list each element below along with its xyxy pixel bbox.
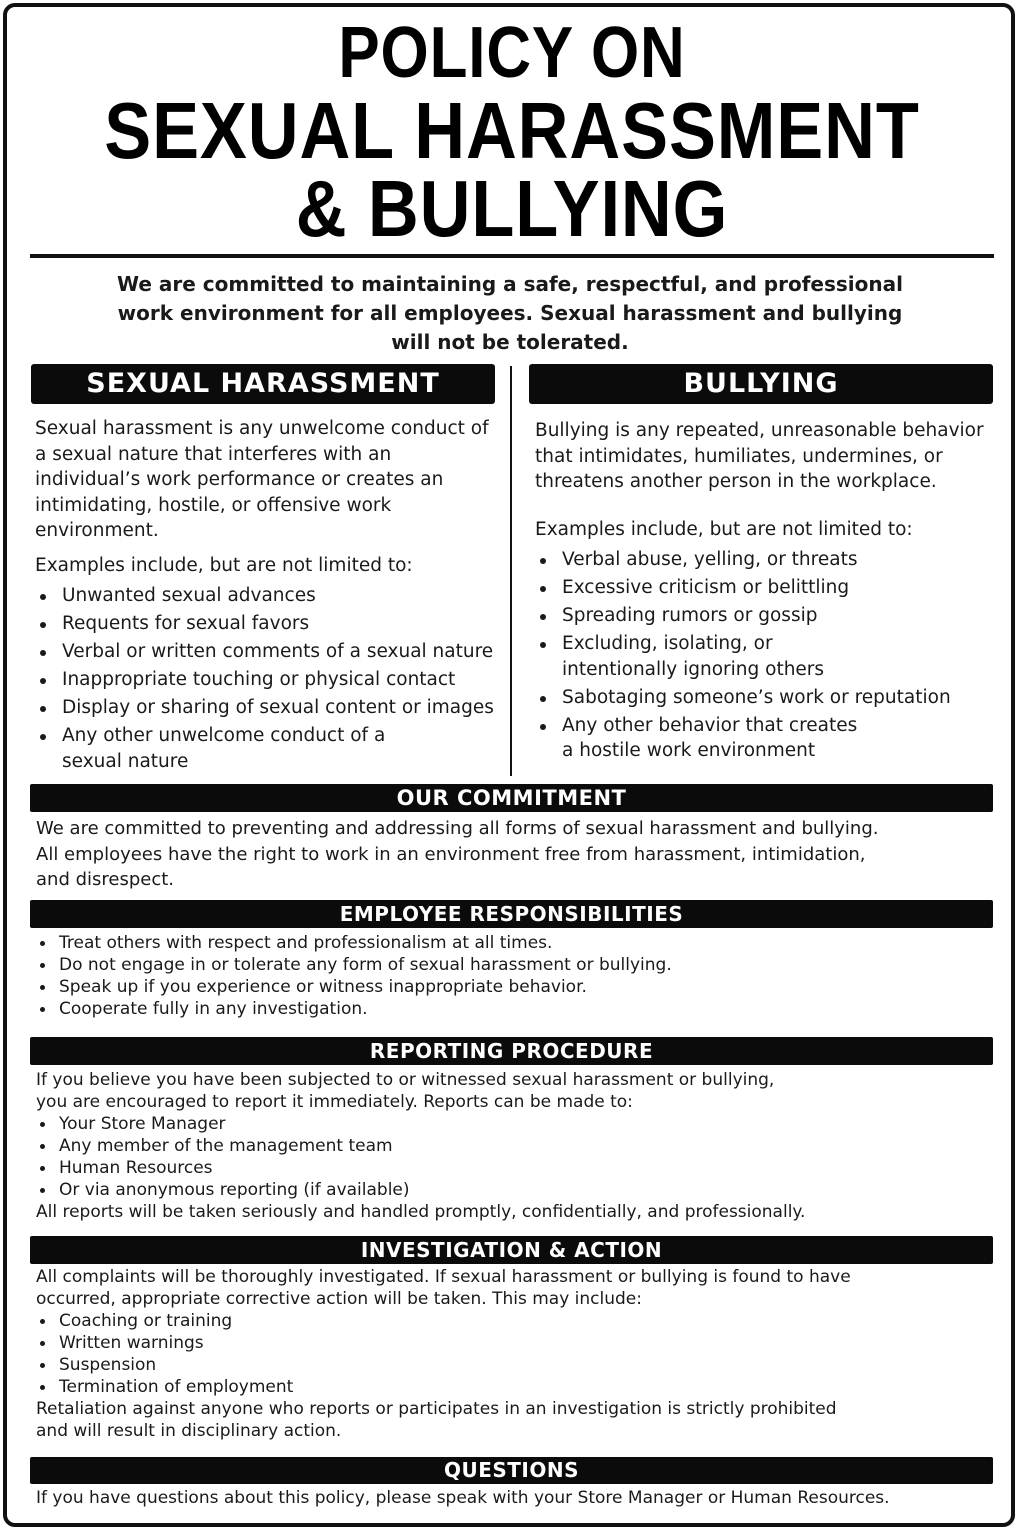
list-item: Coaching or training	[36, 1310, 936, 1332]
title-line-3: & BULLYING	[295, 164, 729, 253]
list-item: Any member of the management team	[36, 1135, 936, 1157]
bullying-heading: BULLYING	[529, 364, 993, 404]
list-item: Human Resources	[36, 1157, 936, 1179]
reporting-closing: All reports will be taken seriously and handled promptly, confidentially, and professionally.	[36, 1202, 806, 1222]
investigation-list	[36, 1310, 936, 1398]
bullying-examples-intro: Examples include, but are not limited to:	[535, 518, 913, 540]
responsibilities-list	[36, 932, 936, 1020]
list-item: Cooperate fully in any investigation.	[36, 998, 936, 1020]
investigation-section	[36, 1266, 936, 1442]
reporting-list	[36, 1113, 936, 1201]
investigation-closing-1: Retaliation against anyone who reports or participates in an investigation is strictly prohibited	[36, 1399, 837, 1419]
questions-text: If you have questions about this policy, please speak with your Store Manager or Human Resources.	[36, 1488, 890, 1508]
harassment-heading: SEXUAL HARASSMENT	[31, 364, 495, 404]
list-item: Unwanted sexual advances	[35, 583, 495, 609]
list-item: Verbal or written comments of a sexual nature	[35, 639, 495, 665]
list-item: Treat others with respect and professionalism at all times.	[36, 932, 936, 954]
list-item: Your Store Manager	[36, 1113, 936, 1135]
bullying-column	[535, 418, 990, 766]
list-item: Excluding, isolating, or intentionally ignoring others	[535, 631, 990, 682]
investigation-line-2: occurred, appropriate corrective action will be taken. This may include:	[36, 1289, 642, 1309]
harassment-column	[35, 416, 495, 777]
list-item: Inappropriate touching or physical contact	[35, 667, 495, 693]
list-item: Spreading rumors or gossip	[535, 603, 990, 629]
questions-heading: QUESTIONS	[30, 1457, 993, 1484]
commitment-line-1: We are committed to preventing and addressing all forms of sexual harassment and bullying.	[36, 818, 879, 839]
intro-statement: We are committed to maintaining a safe, respectful, and professional work environment for all employees. Sexual harassment and bullying will not be tolerated.	[117, 272, 903, 354]
list-item: Requents for sexual favors	[35, 611, 495, 637]
harassment-examples-intro: Examples include, but are not limited to:	[35, 554, 413, 576]
list-item: Excessive criticism or belittling	[535, 575, 990, 601]
list-item: Written warnings	[36, 1332, 936, 1354]
list-item: Do not engage in or tolerate any form of sexual harassment or bullying.	[36, 954, 936, 976]
commitment-heading: OUR COMMITMENT	[30, 784, 993, 812]
investigation-line-1: All complaints will be thoroughly investigated. If sexual harassment or bullying is found to have	[36, 1267, 851, 1287]
list-item: Any other unwelcome conduct of a sexual nature	[35, 723, 495, 774]
harassment-definition: Sexual harassment is any unwelcome conduct of a sexual nature that interferes with an individual’s work performance or creates an intimidating, hostile, or offensive work environment.	[35, 418, 489, 541]
responsibilities-section	[36, 932, 936, 1020]
list-item: Sabotaging someone’s work or reputation	[535, 685, 990, 711]
reporting-line-2: you are encouraged to report it immediately. Reports can be made to:	[36, 1092, 633, 1112]
reporting-heading: REPORTING PROCEDURE	[30, 1037, 993, 1065]
list-item: Or via anonymous reporting (if available)	[36, 1179, 936, 1201]
title-divider	[30, 254, 994, 258]
list-item: Suspension	[36, 1354, 936, 1376]
list-item: Display or sharing of sexual content or images	[35, 695, 495, 721]
reporting-line-1: If you believe you have been subjected to or witnessed sexual harassment or bullying,	[36, 1070, 775, 1090]
harassment-examples-list	[35, 583, 495, 774]
list-item: Speak up if you experience or witness inappropriate behavior.	[36, 976, 936, 998]
commitment-line-2: All employees have the right to work in an environment free from harassment, intimidation,	[36, 843, 866, 865]
list-item: Termination of employment	[36, 1376, 936, 1398]
column-divider	[510, 366, 512, 776]
reporting-section	[36, 1069, 936, 1223]
list-item: Verbal abuse, yelling, or threats	[535, 547, 990, 573]
title-line-2: SEXUAL HARASSMENT	[104, 86, 920, 175]
commitment-text	[36, 816, 976, 893]
title-line-1: POLICY ON	[338, 13, 686, 93]
bullying-definition: Bullying is any repeated, unreasonable behavior that intimidates, humiliates, undermines, or threatens another person in the workplace.	[535, 420, 984, 492]
investigation-heading: INVESTIGATION & ACTION	[30, 1236, 993, 1264]
list-item: Any other behavior that creates a hostile work environment	[535, 713, 990, 764]
commitment-line-3: and disrespect.	[36, 869, 175, 890]
investigation-closing-2: and will result in disciplinary action.	[36, 1421, 342, 1441]
responsibilities-heading: EMPLOYEE RESPONSIBILITIES	[30, 900, 993, 928]
bullying-examples-list	[535, 547, 990, 764]
